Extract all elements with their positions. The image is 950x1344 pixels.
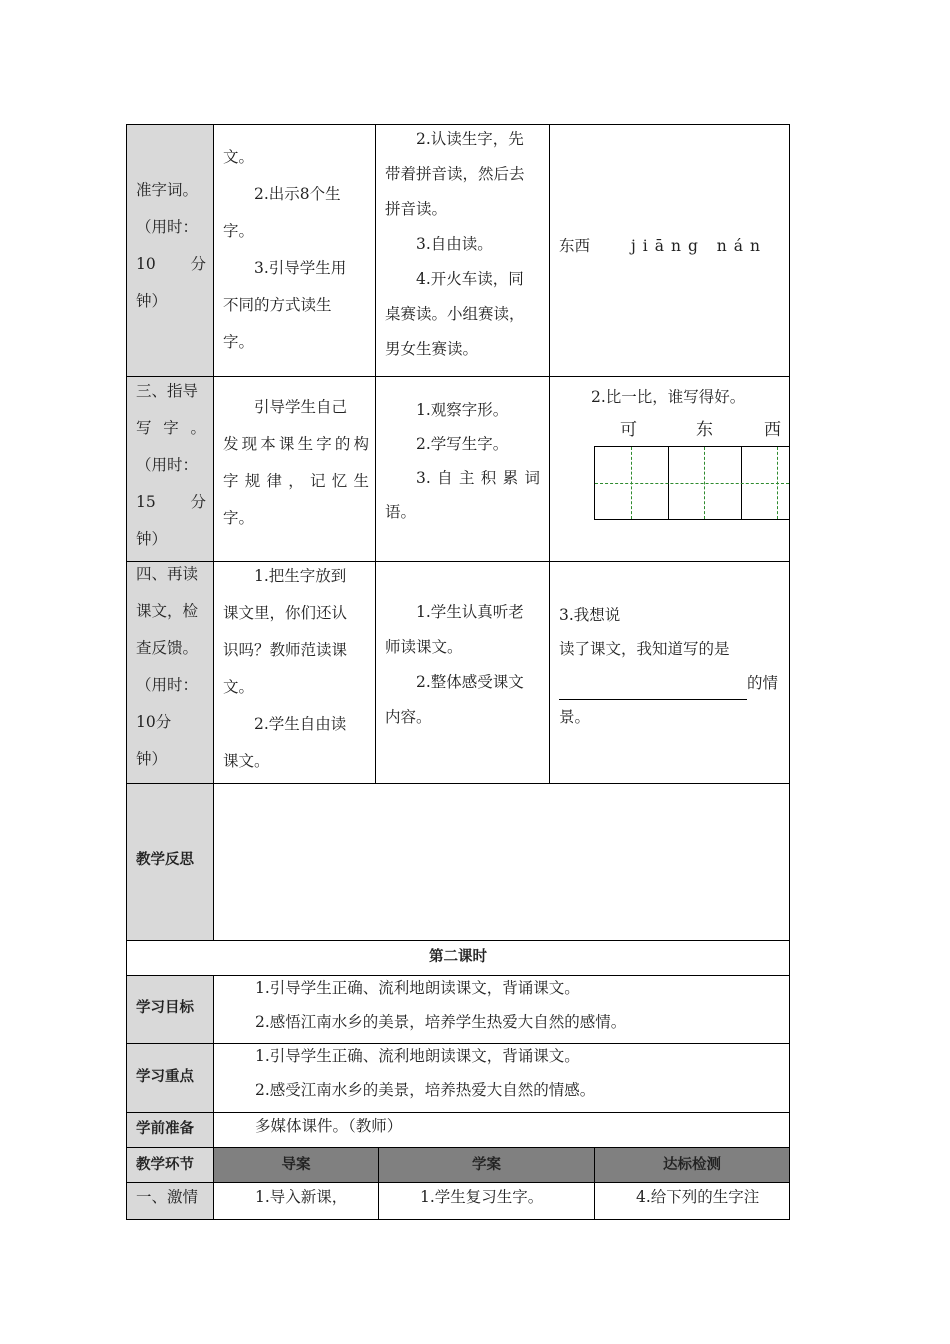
- last-guide-cell: [213, 1182, 379, 1220]
- row2-step-line: 三、指导: [136, 382, 199, 400]
- focus-label: 学习重点: [136, 1069, 194, 1085]
- row1-guide-line: 字。: [223, 333, 255, 351]
- row2-study-cell: [375, 376, 550, 562]
- practice-char: 西: [764, 420, 781, 440]
- row3-guide-line: 1.把生字放到: [254, 567, 347, 585]
- row2-guide-line: 字。: [223, 509, 255, 527]
- focus-label-cell: [126, 1043, 214, 1113]
- reflection-label-cell: [126, 783, 214, 941]
- row2-step-cell: [126, 376, 214, 562]
- focus-content-cell: [213, 1043, 790, 1113]
- header-guide-cell: [213, 1147, 379, 1183]
- row1-guide-cell: [213, 124, 376, 377]
- row3-guide-line: 文。: [223, 678, 255, 696]
- reflection-label: 教学反思: [136, 852, 194, 868]
- row3-study-line: 师读课文。: [385, 638, 463, 656]
- row3-step-line: 钟）: [136, 750, 168, 768]
- reflection-content-cell[interactable]: [213, 783, 790, 941]
- row3-guide-line: 课文。: [223, 752, 270, 770]
- row3-guide-line: 课文里，你们还认: [223, 604, 348, 622]
- goals-label-cell: [126, 975, 214, 1044]
- focus-item: 1.引导学生正确、流利地朗读课文，背诵课文。: [255, 1047, 580, 1065]
- row3-check-line: 读了课文，我知道写的是: [559, 640, 730, 658]
- row2-study-line: 3.自主积累词: [416, 469, 540, 487]
- row3-step-line: 课文，检: [136, 602, 199, 620]
- prep-text: 多媒体课件。（教师）: [255, 1117, 403, 1135]
- last-study: 1.学生复习生字。: [420, 1188, 544, 1206]
- row3-check-line: 景。: [559, 708, 591, 726]
- focus-item: 2.感受江南水乡的美景，培养热爱大自然的情感。: [255, 1081, 596, 1099]
- practice-char: 东: [696, 420, 713, 440]
- row3-study-line: 2.整体感受课文: [416, 673, 524, 691]
- row1-guide-line: 2.出示8个生: [254, 185, 341, 203]
- row3-step-line: 四、再读: [136, 565, 199, 583]
- fill-blank-line[interactable]: [559, 675, 747, 700]
- row2-study-line: 语。: [385, 503, 417, 521]
- header-check-cell: [594, 1147, 790, 1183]
- header-guide: 导案: [281, 1157, 311, 1173]
- last-check: 4.给下列的生字注: [636, 1188, 760, 1206]
- row1-study-line: 2.认读生字，先: [416, 130, 524, 148]
- row3-check-line: 的情: [747, 674, 779, 692]
- second-lesson-title-cell: [126, 940, 790, 976]
- row3-check-line: 3.我想说: [559, 606, 621, 624]
- row1-guide-line: 字。: [223, 222, 255, 240]
- header-step: 教学环节: [136, 1157, 194, 1173]
- row3-guide-cell: [213, 561, 376, 784]
- header-study: 学案: [472, 1157, 501, 1173]
- goals-content-cell: [213, 975, 790, 1044]
- row2-guide-cell: [213, 376, 376, 562]
- row1-guide-line: 文。: [223, 148, 255, 166]
- practice-char: 可: [620, 420, 637, 440]
- row2-step-line: 写字。: [136, 419, 206, 437]
- prep-label-cell: [126, 1112, 214, 1148]
- row2-guide-line: 发现本课生字的构: [223, 435, 369, 453]
- row1-study-line: 3.自由读。: [416, 235, 493, 253]
- row1-study-line: 拼音读。: [385, 200, 448, 218]
- row1-check-pinyin: jiāng nán: [630, 237, 767, 255]
- last-step: 一、激情: [136, 1188, 199, 1206]
- header-study-cell: [378, 1147, 595, 1183]
- row1-check-cell: [549, 124, 790, 377]
- row2-step-line: 钟）: [136, 530, 168, 548]
- writing-grid: [594, 446, 790, 520]
- row1-step-cell: [126, 124, 214, 377]
- row3-step-cell: [126, 561, 214, 784]
- prep-label: 学前准备: [136, 1121, 194, 1137]
- header-check: 达标检测: [663, 1157, 721, 1173]
- row2-step-line: 15 分: [136, 493, 206, 511]
- row3-study-line: 1.学生认真听老: [416, 603, 524, 621]
- row3-step-line: 查反馈。: [136, 639, 199, 657]
- row3-step-line: 10分: [136, 713, 172, 731]
- row1-check-words: 东西: [559, 237, 591, 255]
- prep-content-cell: [213, 1112, 790, 1148]
- goal-item: 1.引导学生正确、流利地朗读课文，背诵课文。: [255, 979, 580, 997]
- second-lesson-title: 第二课时: [429, 949, 487, 965]
- last-study-cell: [378, 1182, 595, 1220]
- row1-step-line: （用时：: [136, 218, 199, 236]
- row1-study-cell: [375, 124, 550, 377]
- goal-item: 2.感悟江南水乡的美景，培养学生热爱大自然的感情。: [255, 1013, 627, 1031]
- row2-study-line: 1.观察字形。: [416, 401, 509, 419]
- row3-study-cell: [375, 561, 550, 784]
- row1-guide-line: 3.引导学生用: [254, 259, 347, 277]
- row2-study-line: 2.学写生字。: [416, 435, 509, 453]
- row2-guide-line: 引导学生自己: [254, 398, 348, 416]
- row3-step-line: （用时：: [136, 676, 199, 694]
- row1-study-line: 带着拼音读，然后去: [385, 165, 525, 183]
- row3-guide-line: 2.学生自由读: [254, 715, 347, 733]
- last-guide: 1.导入新课，: [255, 1188, 348, 1206]
- row1-study-line: 男女生赛读。: [385, 340, 479, 358]
- last-step-cell: [126, 1182, 214, 1220]
- row1-study-line: 桌赛读。小组赛读，: [385, 305, 525, 323]
- row2-step-line: （用时：: [136, 456, 199, 474]
- goals-label: 学习目标: [136, 1000, 194, 1016]
- row2-guide-line: 字规律，记忆生: [223, 472, 369, 490]
- compare-title: 2.比一比，谁写得好。: [591, 388, 746, 406]
- row1-step-line: 钟）: [136, 292, 168, 310]
- row1-guide-line: 不同的方式读生: [223, 296, 332, 314]
- row3-check-cell: [549, 561, 790, 784]
- row3-guide-line: 识吗？教师范读课: [223, 641, 348, 659]
- row3-study-line: 内容。: [385, 708, 432, 726]
- row1-study-line: 4.开火车读，同: [416, 270, 524, 288]
- row1-step-line: 准字词。: [136, 181, 199, 199]
- header-step-cell: [126, 1147, 214, 1183]
- row1-step-line: 10 分: [136, 255, 206, 273]
- last-check-cell: [594, 1182, 790, 1220]
